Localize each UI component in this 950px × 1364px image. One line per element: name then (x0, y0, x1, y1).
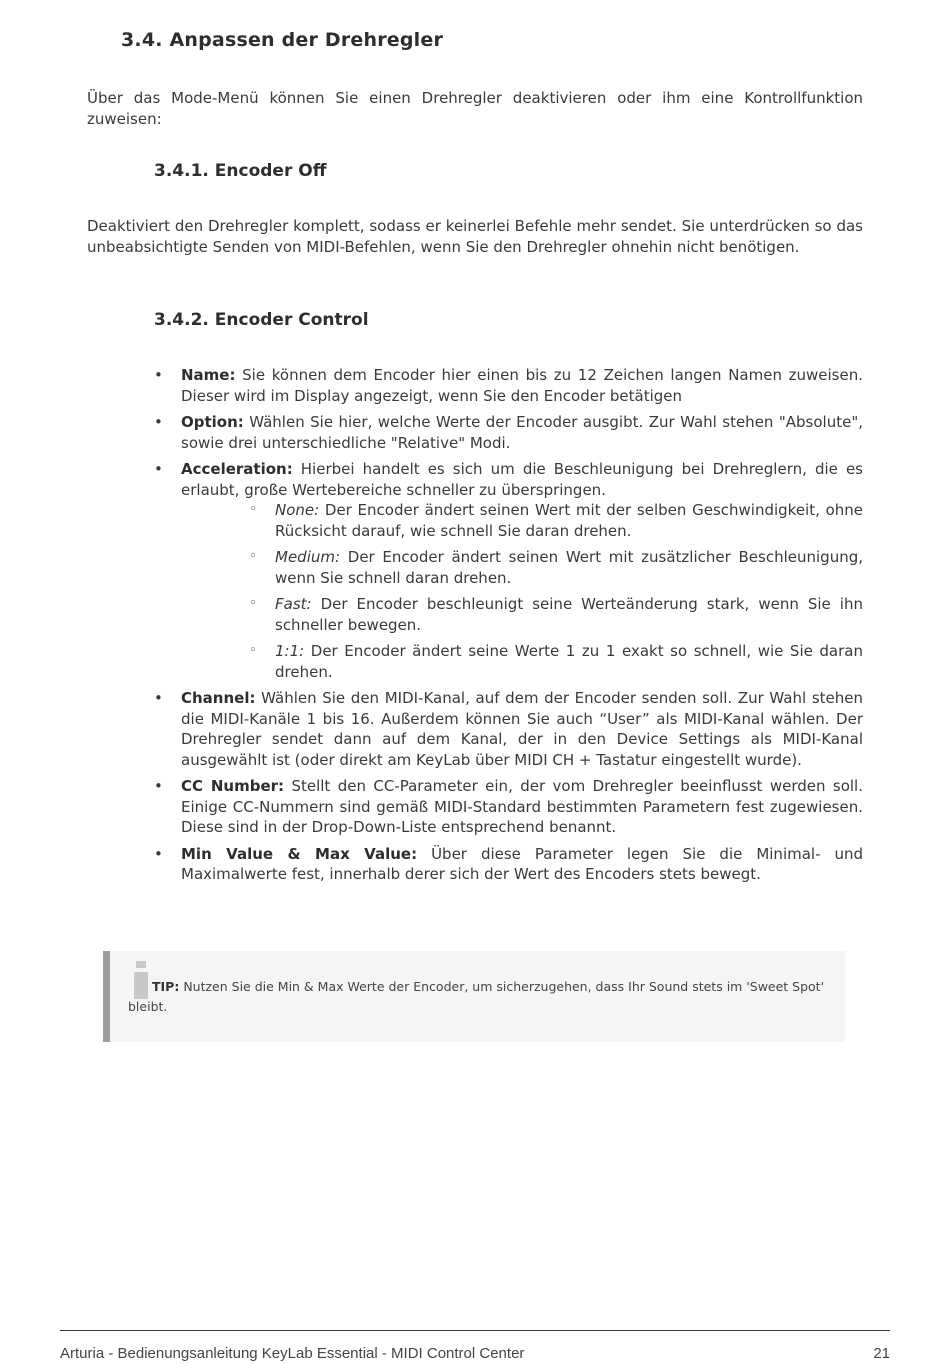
sub-item-text: Der Encoder ändert seinen Wert mit der selben Geschwindigkeit, ohne Rücksicht darauf, wie schnell Sie daran drehen. (275, 501, 863, 540)
list-item-name (154, 365, 863, 406)
item-label: Acceleration: (181, 460, 293, 478)
list-item-channel (154, 688, 863, 770)
sub-item-text: Der Encoder ändert seine Werte 1 zu 1 exakt so schnell, wie Sie daran drehen. (275, 642, 863, 681)
item-text: Wählen Sie hier, welche Werte der Encoder ausgibt. Zur Wahl stehen "Absolute", sowie drei unterschiedliche "Relative" Modi. (181, 413, 863, 452)
sub-item-one-to-one (275, 641, 863, 682)
encoder-control-heading: 3.4.2. Encoder Control (154, 310, 369, 330)
footer-divider (60, 1330, 890, 1331)
item-label: Name: (181, 366, 236, 384)
sub-item-label: Medium: (275, 548, 341, 566)
sub-item-fast (275, 594, 863, 635)
item-text: Wählen Sie den MIDI-Kanal, auf dem der Encoder senden soll. Zur Wahl stehen die MIDI-Kanäle 1 bis 16. Außerdem können Sie auch “User” als MIDI-Kanal wählen. Der Drehregler sendet dann auf dem Kanal, der in den Device Settings als MIDI-Kanal ausgewählt ist (oder direkt am KeyLab über MIDI CH + Tastatur eingestellt wurde). (181, 689, 863, 769)
tip-box (103, 951, 845, 1042)
sub-item-medium (275, 547, 863, 588)
encoder-control-list (154, 365, 863, 891)
list-item-min-max-value (154, 844, 863, 885)
item-label: Min Value & Max Value: (181, 844, 418, 863)
acceleration-modes-list (275, 500, 863, 682)
sub-item-label: Fast: (275, 595, 312, 613)
encoder-off-heading: 3.4.1. Encoder Off (154, 161, 327, 181)
sub-item-text: Der Encoder ändert seinen Wert mit zusätzlicher Beschleunigung, wenn Sie schnell daran drehen. (275, 548, 863, 587)
sub-item-label: 1:1: (275, 642, 305, 660)
item-text: Über diese Parameter legen Sie die Minimal- und Maximalwerte fest, innerhalb derer sich der Wert des Encoders stets bewegt. (181, 844, 864, 883)
list-item-option (154, 412, 863, 453)
encoder-off-text: Deaktiviert den Drehregler komplett, sodass er keinerlei Befehle mehr sendet. Sie unterdrücken so das unbeabsichtigte Senden von MIDI-Befehlen, wenn Sie den Drehregler ohnehin nicht benötigen. (87, 217, 863, 256)
sub-item-none (275, 500, 863, 541)
sub-item-label: None: (275, 501, 320, 519)
tip-body: Nutzen Sie die Min & Max Werte der Encoder, um sicherzugehen, dass Ihr Sound stets im 'Sweet Spot' bleibt. (128, 979, 825, 1014)
list-item-cc-number (154, 776, 863, 838)
item-text: Hierbei handelt es sich um die Beschleunigung bei Drehreglern, die es erlaubt, große Wertebereiche schneller zu überspringen. (181, 460, 863, 499)
page-number: 21 (873, 1345, 890, 1362)
section-heading: 3.4. Anpassen der Drehregler (121, 29, 444, 51)
list-item-acceleration (154, 459, 863, 682)
item-text: Stellt den CC-Parameter ein, der vom Drehregler beeinflusst werden soll. Einige CC-Nummern sind gemäß MIDI-Standard bestimmten Parametern fest zugewiesen. Diese sind in der Drop-Down-Liste entsprechend benannt. (181, 777, 863, 836)
item-label: Channel: (181, 689, 256, 707)
sub-item-text: Der Encoder beschleunigt seine Werteänderung stark, wenn Sie ihn schneller bewegen. (275, 595, 863, 634)
tip-label: TIP: (152, 979, 180, 994)
item-text: Sie können dem Encoder hier einen bis zu 12 Zeichen langen Namen zuweisen. Dieser wird im Display angezeigt, wenn Sie den Encoder betätigen (181, 366, 863, 405)
item-label: Option: (181, 413, 244, 431)
item-label: CC Number: (181, 777, 285, 795)
tip-text (128, 977, 832, 1017)
footer-title: Arturia - Bedienungsanleitung KeyLab Essential - MIDI Control Center (60, 1345, 525, 1362)
section-intro: Über das Mode-Menü können Sie einen Drehregler deaktivieren oder ihm eine Kontrollfunktion zuweisen: (87, 89, 863, 128)
